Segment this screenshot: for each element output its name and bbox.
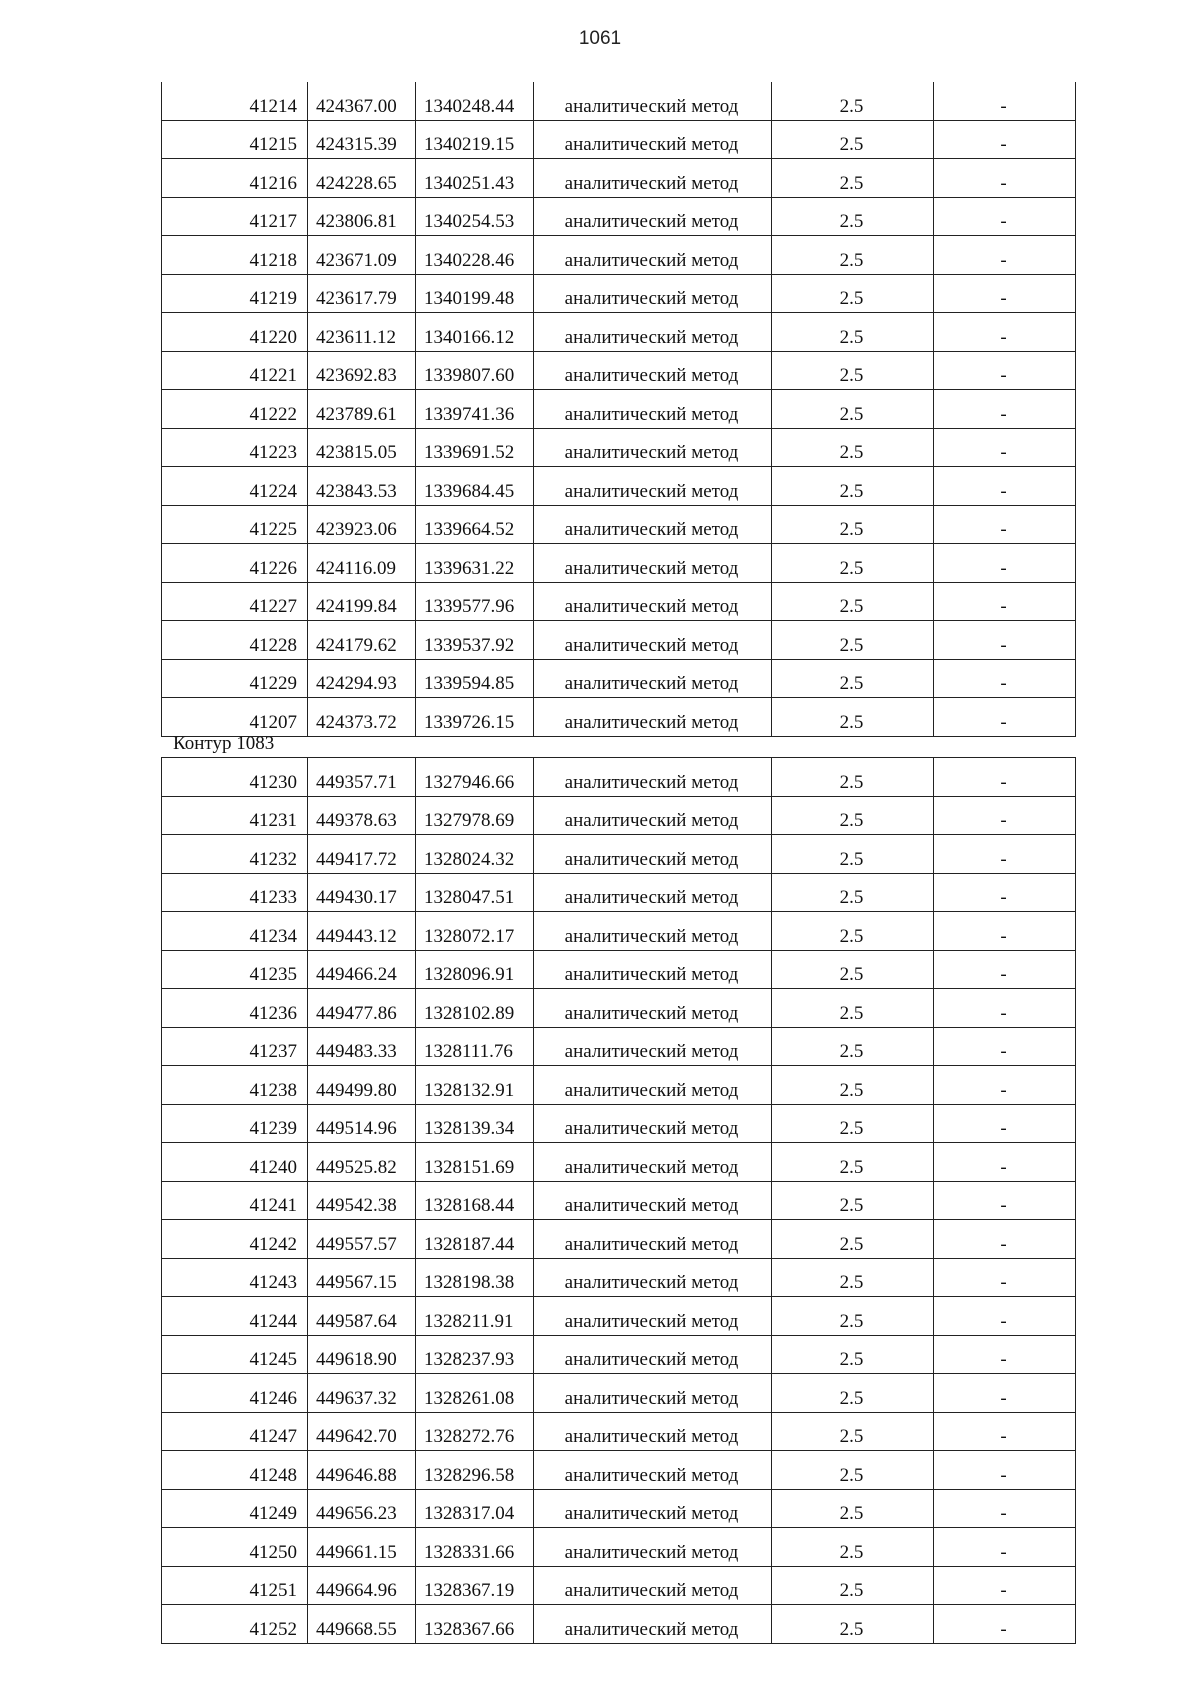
- method-cell: аналитический метод: [534, 467, 772, 506]
- accuracy-cell: 2.5: [772, 82, 934, 120]
- note-cell: -: [934, 1451, 1076, 1490]
- x-coordinate-cell: 449430.17: [308, 873, 416, 912]
- point-number-cell: 41241: [162, 1181, 308, 1220]
- y-coordinate-cell: 1328261.08: [416, 1374, 534, 1413]
- y-coordinate-cell: 1339577.96: [416, 582, 534, 621]
- accuracy-cell: 2.5: [772, 1143, 934, 1182]
- y-coordinate-cell: 1328296.58: [416, 1451, 534, 1490]
- table-row: [162, 1297, 1076, 1336]
- point-number-cell: 41236: [162, 989, 308, 1028]
- accuracy-cell: 2.5: [772, 428, 934, 467]
- note-cell: -: [934, 467, 1076, 506]
- point-number-cell: 41225: [162, 505, 308, 544]
- point-number-cell: 41245: [162, 1335, 308, 1374]
- y-coordinate-cell: 1328096.91: [416, 950, 534, 989]
- method-cell: аналитический метод: [534, 390, 772, 429]
- accuracy-cell: 2.5: [772, 1451, 934, 1490]
- point-number-cell: 41229: [162, 659, 308, 698]
- table-row: [162, 873, 1076, 912]
- note-cell: -: [934, 698, 1076, 737]
- method-cell: аналитический метод: [534, 428, 772, 467]
- point-number-cell: 41251: [162, 1566, 308, 1605]
- x-coordinate-cell: 449668.55: [308, 1605, 416, 1644]
- accuracy-cell: 2.5: [772, 659, 934, 698]
- method-cell: аналитический метод: [534, 1489, 772, 1528]
- note-cell: -: [934, 950, 1076, 989]
- accuracy-cell: 2.5: [772, 274, 934, 313]
- contour-label: Контур 1083: [173, 733, 275, 754]
- x-coordinate-cell: 449357.71: [308, 758, 416, 797]
- method-cell: аналитический метод: [534, 1143, 772, 1182]
- table-row: [162, 989, 1076, 1028]
- table-row: [162, 159, 1076, 198]
- y-coordinate-cell: 1328111.76: [416, 1027, 534, 1066]
- point-number-cell: 41237: [162, 1027, 308, 1066]
- note-cell: -: [934, 1605, 1076, 1644]
- x-coordinate-cell: 424373.72: [308, 698, 416, 737]
- y-coordinate-cell: 1328187.44: [416, 1220, 534, 1259]
- y-coordinate-cell: 1340248.44: [416, 82, 534, 120]
- accuracy-cell: 2.5: [772, 1181, 934, 1220]
- x-coordinate-cell: 449542.38: [308, 1181, 416, 1220]
- x-coordinate-cell: 449557.57: [308, 1220, 416, 1259]
- accuracy-cell: 2.5: [772, 621, 934, 660]
- table-row: [162, 1528, 1076, 1567]
- method-cell: аналитический метод: [534, 1027, 772, 1066]
- method-cell: аналитический метод: [534, 835, 772, 874]
- y-coordinate-cell: 1340254.53: [416, 197, 534, 236]
- accuracy-cell: 2.5: [772, 1297, 934, 1336]
- accuracy-cell: 2.5: [772, 873, 934, 912]
- x-coordinate-cell: 449646.88: [308, 1451, 416, 1490]
- method-cell: аналитический метод: [534, 313, 772, 352]
- note-cell: -: [934, 659, 1076, 698]
- method-cell: аналитический метод: [534, 582, 772, 621]
- note-cell: -: [934, 1297, 1076, 1336]
- note-cell: -: [934, 873, 1076, 912]
- point-number-cell: 41239: [162, 1104, 308, 1143]
- accuracy-cell: 2.5: [772, 1258, 934, 1297]
- y-coordinate-cell: 1339537.92: [416, 621, 534, 660]
- y-coordinate-cell: 1339594.85: [416, 659, 534, 698]
- table-row: [162, 698, 1076, 737]
- method-cell: аналитический метод: [534, 505, 772, 544]
- x-coordinate-cell: 449483.33: [308, 1027, 416, 1066]
- note-cell: -: [934, 197, 1076, 236]
- y-coordinate-cell: 1339726.15: [416, 698, 534, 737]
- point-number-cell: 41248: [162, 1451, 308, 1490]
- method-cell: аналитический метод: [534, 698, 772, 737]
- point-number-cell: 41217: [162, 197, 308, 236]
- x-coordinate-cell: 423617.79: [308, 274, 416, 313]
- point-number-cell: 41244: [162, 1297, 308, 1336]
- table-row: [162, 1027, 1076, 1066]
- note-cell: -: [934, 1412, 1076, 1451]
- y-coordinate-cell: 1340228.46: [416, 236, 534, 275]
- note-cell: -: [934, 82, 1076, 120]
- x-coordinate-cell: 423789.61: [308, 390, 416, 429]
- accuracy-cell: 2.5: [772, 120, 934, 159]
- method-cell: аналитический метод: [534, 1528, 772, 1567]
- y-coordinate-cell: 1340219.15: [416, 120, 534, 159]
- x-coordinate-cell: 449567.15: [308, 1258, 416, 1297]
- method-cell: аналитический метод: [534, 758, 772, 797]
- note-cell: -: [934, 758, 1076, 797]
- method-cell: аналитический метод: [534, 659, 772, 698]
- method-cell: аналитический метод: [534, 120, 772, 159]
- table-row: [162, 197, 1076, 236]
- accuracy-cell: 2.5: [772, 1104, 934, 1143]
- table-row: [162, 1143, 1076, 1182]
- note-cell: -: [934, 1566, 1076, 1605]
- method-cell: аналитический метод: [534, 82, 772, 120]
- point-number-cell: 41232: [162, 835, 308, 874]
- y-coordinate-cell: 1327978.69: [416, 796, 534, 835]
- point-number-cell: 41249: [162, 1489, 308, 1528]
- x-coordinate-cell: 449656.23: [308, 1489, 416, 1528]
- table-row: [162, 236, 1076, 275]
- note-cell: -: [934, 313, 1076, 352]
- accuracy-cell: 2.5: [772, 912, 934, 951]
- table-row: [162, 1374, 1076, 1413]
- point-number-cell: 41240: [162, 1143, 308, 1182]
- method-cell: аналитический метод: [534, 159, 772, 198]
- x-coordinate-cell: 449525.82: [308, 1143, 416, 1182]
- x-coordinate-cell: 423671.09: [308, 236, 416, 275]
- x-coordinate-cell: 449477.86: [308, 989, 416, 1028]
- note-cell: -: [934, 912, 1076, 951]
- table-row: [162, 1605, 1076, 1644]
- accuracy-cell: 2.5: [772, 1066, 934, 1105]
- coordinates-table-contour-1083: [161, 757, 1076, 1644]
- y-coordinate-cell: 1328272.76: [416, 1412, 534, 1451]
- accuracy-cell: 2.5: [772, 467, 934, 506]
- accuracy-cell: 2.5: [772, 1412, 934, 1451]
- table-row: [162, 1566, 1076, 1605]
- accuracy-cell: 2.5: [772, 1566, 934, 1605]
- accuracy-cell: 2.5: [772, 1528, 934, 1567]
- method-cell: аналитический метод: [534, 197, 772, 236]
- method-cell: аналитический метод: [534, 236, 772, 275]
- note-cell: -: [934, 236, 1076, 275]
- y-coordinate-cell: 1339807.60: [416, 351, 534, 390]
- table-row: [162, 120, 1076, 159]
- y-coordinate-cell: 1328331.66: [416, 1528, 534, 1567]
- point-number-cell: 41252: [162, 1605, 308, 1644]
- point-number-cell: 41235: [162, 950, 308, 989]
- method-cell: аналитический метод: [534, 351, 772, 390]
- page-number: 1061: [578, 28, 622, 49]
- method-cell: аналитический метод: [534, 1335, 772, 1374]
- y-coordinate-cell: 1340251.43: [416, 159, 534, 198]
- point-number-cell: 41207: [162, 698, 308, 737]
- note-cell: -: [934, 1066, 1076, 1105]
- y-coordinate-cell: 1328151.69: [416, 1143, 534, 1182]
- y-coordinate-cell: 1328047.51: [416, 873, 534, 912]
- point-number-cell: 41226: [162, 544, 308, 583]
- y-coordinate-cell: 1339631.22: [416, 544, 534, 583]
- method-cell: аналитический метод: [534, 544, 772, 583]
- point-number-cell: 41238: [162, 1066, 308, 1105]
- x-coordinate-cell: 424294.93: [308, 659, 416, 698]
- table-row: [162, 1412, 1076, 1451]
- method-cell: аналитический метод: [534, 796, 772, 835]
- y-coordinate-cell: 1328072.17: [416, 912, 534, 951]
- x-coordinate-cell: 423611.12: [308, 313, 416, 352]
- table-row: [162, 1258, 1076, 1297]
- accuracy-cell: 2.5: [772, 1027, 934, 1066]
- table-row: [162, 351, 1076, 390]
- point-number-cell: 41228: [162, 621, 308, 660]
- y-coordinate-cell: 1328211.91: [416, 1297, 534, 1336]
- point-number-cell: 41233: [162, 873, 308, 912]
- note-cell: -: [934, 1258, 1076, 1297]
- x-coordinate-cell: 449642.70: [308, 1412, 416, 1451]
- y-coordinate-cell: 1328317.04: [416, 1489, 534, 1528]
- x-coordinate-cell: 449587.64: [308, 1297, 416, 1336]
- x-coordinate-cell: 449637.32: [308, 1374, 416, 1413]
- note-cell: -: [934, 796, 1076, 835]
- method-cell: аналитический метод: [534, 912, 772, 951]
- method-cell: аналитический метод: [534, 1451, 772, 1490]
- note-cell: -: [934, 390, 1076, 429]
- table-row: [162, 313, 1076, 352]
- method-cell: аналитический метод: [534, 1066, 772, 1105]
- x-coordinate-cell: 424116.09: [308, 544, 416, 583]
- y-coordinate-cell: 1328132.91: [416, 1066, 534, 1105]
- accuracy-cell: 2.5: [772, 197, 934, 236]
- table-row: [162, 544, 1076, 583]
- x-coordinate-cell: 449664.96: [308, 1566, 416, 1605]
- accuracy-cell: 2.5: [772, 505, 934, 544]
- note-cell: -: [934, 1374, 1076, 1413]
- y-coordinate-cell: 1328168.44: [416, 1181, 534, 1220]
- accuracy-cell: 2.5: [772, 544, 934, 583]
- x-coordinate-cell: 424367.00: [308, 82, 416, 120]
- x-coordinate-cell: 449618.90: [308, 1335, 416, 1374]
- note-cell: -: [934, 274, 1076, 313]
- y-coordinate-cell: 1328024.32: [416, 835, 534, 874]
- accuracy-cell: 2.5: [772, 758, 934, 797]
- method-cell: аналитический метод: [534, 1258, 772, 1297]
- note-cell: -: [934, 544, 1076, 583]
- accuracy-cell: 2.5: [772, 989, 934, 1028]
- point-number-cell: 41247: [162, 1412, 308, 1451]
- point-number-cell: 41219: [162, 274, 308, 313]
- accuracy-cell: 2.5: [772, 390, 934, 429]
- note-cell: -: [934, 1528, 1076, 1567]
- accuracy-cell: 2.5: [772, 950, 934, 989]
- x-coordinate-cell: 449466.24: [308, 950, 416, 989]
- y-coordinate-cell: 1340199.48: [416, 274, 534, 313]
- point-number-cell: 41246: [162, 1374, 308, 1413]
- accuracy-cell: 2.5: [772, 698, 934, 737]
- note-cell: -: [934, 428, 1076, 467]
- method-cell: аналитический метод: [534, 1181, 772, 1220]
- x-coordinate-cell: 424199.84: [308, 582, 416, 621]
- note-cell: -: [934, 1335, 1076, 1374]
- method-cell: аналитический метод: [534, 989, 772, 1028]
- method-cell: аналитический метод: [534, 621, 772, 660]
- accuracy-cell: 2.5: [772, 159, 934, 198]
- table-row: [162, 796, 1076, 835]
- coordinates-table-continued: [161, 82, 1076, 737]
- method-cell: аналитический метод: [534, 1566, 772, 1605]
- point-number-cell: 41218: [162, 236, 308, 275]
- y-coordinate-cell: 1339664.52: [416, 505, 534, 544]
- accuracy-cell: 2.5: [772, 1335, 934, 1374]
- note-cell: -: [934, 989, 1076, 1028]
- y-coordinate-cell: 1339741.36: [416, 390, 534, 429]
- table-row: [162, 1220, 1076, 1259]
- accuracy-cell: 2.5: [772, 796, 934, 835]
- table-row: [162, 950, 1076, 989]
- point-number-cell: 41216: [162, 159, 308, 198]
- table-row: [162, 835, 1076, 874]
- note-cell: -: [934, 1220, 1076, 1259]
- table-row: [162, 467, 1076, 506]
- table-row: [162, 912, 1076, 951]
- point-number-cell: 41214: [162, 82, 308, 120]
- point-number-cell: 41224: [162, 467, 308, 506]
- note-cell: -: [934, 835, 1076, 874]
- x-coordinate-cell: 424315.39: [308, 120, 416, 159]
- point-number-cell: 41231: [162, 796, 308, 835]
- table-row: [162, 428, 1076, 467]
- x-coordinate-cell: 423815.05: [308, 428, 416, 467]
- accuracy-cell: 2.5: [772, 236, 934, 275]
- y-coordinate-cell: 1328139.34: [416, 1104, 534, 1143]
- x-coordinate-cell: 449499.80: [308, 1066, 416, 1105]
- x-coordinate-cell: 449443.12: [308, 912, 416, 951]
- x-coordinate-cell: 424179.62: [308, 621, 416, 660]
- note-cell: -: [934, 159, 1076, 198]
- point-number-cell: 41243: [162, 1258, 308, 1297]
- x-coordinate-cell: 449661.15: [308, 1528, 416, 1567]
- table-row: [162, 274, 1076, 313]
- x-coordinate-cell: 423692.83: [308, 351, 416, 390]
- method-cell: аналитический метод: [534, 1220, 772, 1259]
- y-coordinate-cell: 1328102.89: [416, 989, 534, 1028]
- table-row: [162, 505, 1076, 544]
- note-cell: -: [934, 1027, 1076, 1066]
- table-row: [162, 1066, 1076, 1105]
- table-row: [162, 1489, 1076, 1528]
- x-coordinate-cell: 423806.81: [308, 197, 416, 236]
- x-coordinate-cell: 423843.53: [308, 467, 416, 506]
- point-number-cell: 41221: [162, 351, 308, 390]
- note-cell: -: [934, 120, 1076, 159]
- point-number-cell: 41215: [162, 120, 308, 159]
- table-row: [162, 390, 1076, 429]
- y-coordinate-cell: 1339691.52: [416, 428, 534, 467]
- note-cell: -: [934, 582, 1076, 621]
- note-cell: -: [934, 351, 1076, 390]
- accuracy-cell: 2.5: [772, 1489, 934, 1528]
- table-row: [162, 621, 1076, 660]
- method-cell: аналитический метод: [534, 1412, 772, 1451]
- note-cell: -: [934, 1143, 1076, 1182]
- method-cell: аналитический метод: [534, 873, 772, 912]
- y-coordinate-cell: 1339684.45: [416, 467, 534, 506]
- y-coordinate-cell: 1328198.38: [416, 1258, 534, 1297]
- table-row: [162, 758, 1076, 797]
- accuracy-cell: 2.5: [772, 1374, 934, 1413]
- point-number-cell: 41222: [162, 390, 308, 429]
- method-cell: аналитический метод: [534, 1374, 772, 1413]
- accuracy-cell: 2.5: [772, 313, 934, 352]
- accuracy-cell: 2.5: [772, 1605, 934, 1644]
- method-cell: аналитический метод: [534, 274, 772, 313]
- table-row: [162, 1104, 1076, 1143]
- table-row: [162, 659, 1076, 698]
- y-coordinate-cell: 1340166.12: [416, 313, 534, 352]
- table-row: [162, 1181, 1076, 1220]
- accuracy-cell: 2.5: [772, 582, 934, 621]
- point-number-cell: 41250: [162, 1528, 308, 1567]
- note-cell: -: [934, 1104, 1076, 1143]
- point-number-cell: 41220: [162, 313, 308, 352]
- y-coordinate-cell: 1328367.19: [416, 1566, 534, 1605]
- accuracy-cell: 2.5: [772, 1220, 934, 1259]
- x-coordinate-cell: 449514.96: [308, 1104, 416, 1143]
- point-number-cell: 41242: [162, 1220, 308, 1259]
- point-number-cell: 41227: [162, 582, 308, 621]
- x-coordinate-cell: 449417.72: [308, 835, 416, 874]
- method-cell: аналитический метод: [534, 1104, 772, 1143]
- accuracy-cell: 2.5: [772, 351, 934, 390]
- accuracy-cell: 2.5: [772, 835, 934, 874]
- x-coordinate-cell: 424228.65: [308, 159, 416, 198]
- table-row: [162, 82, 1076, 120]
- table-row: [162, 582, 1076, 621]
- method-cell: аналитический метод: [534, 950, 772, 989]
- point-number-cell: 41234: [162, 912, 308, 951]
- note-cell: -: [934, 621, 1076, 660]
- method-cell: аналитический метод: [534, 1297, 772, 1336]
- note-cell: -: [934, 505, 1076, 544]
- y-coordinate-cell: 1328367.66: [416, 1605, 534, 1644]
- table-row: [162, 1335, 1076, 1374]
- y-coordinate-cell: 1328237.93: [416, 1335, 534, 1374]
- note-cell: -: [934, 1181, 1076, 1220]
- method-cell: аналитический метод: [534, 1605, 772, 1644]
- x-coordinate-cell: 449378.63: [308, 796, 416, 835]
- table-row: [162, 1451, 1076, 1490]
- point-number-cell: 41230: [162, 758, 308, 797]
- x-coordinate-cell: 423923.06: [308, 505, 416, 544]
- y-coordinate-cell: 1327946.66: [416, 758, 534, 797]
- point-number-cell: 41223: [162, 428, 308, 467]
- note-cell: -: [934, 1489, 1076, 1528]
